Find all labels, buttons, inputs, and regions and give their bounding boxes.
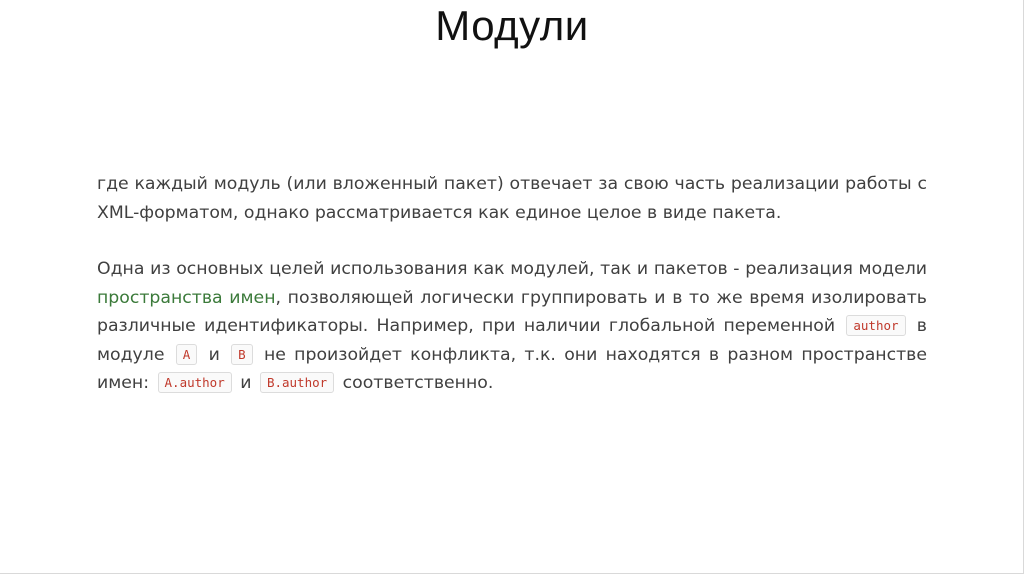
code-author: author [846,315,905,336]
code-module-b: B [231,344,253,365]
code-a-author: A.author [158,372,232,393]
paragraph-2-text-5: не произойдет конфликта, т.к. они находятся в разном пространстве имен: [97,344,927,393]
paragraph-2-text-7: соответственно. [337,373,494,393]
paragraph-2-text-1: Одна из основных целей использования как модулей, так и пакетов - реализация модели [97,259,927,279]
paragraph-2 [97,255,927,398]
paragraph-2-text-2: , позволяющей логически группировать и в то же время изолировать различные идентификаторы. Например, при наличии глобальной переменной [97,287,927,336]
paragraph-1: где каждый модуль (или вложенный пакет) отвечает за свою часть реализации работы с XML-форматом, однако рассматривается как единое целое в виде пакета. [97,174,927,223]
code-b-author: B.author [260,372,334,393]
namespace-link[interactable]: пространства имен [97,287,276,308]
paragraph-2-text-6: и [234,373,257,393]
slide-body [97,170,927,398]
slide-title: Модули [435,2,589,49]
paragraph-2-text-4: и [200,344,229,365]
paragraph-2-text-3: в модуле [97,316,927,365]
code-module-a: A [176,344,198,365]
